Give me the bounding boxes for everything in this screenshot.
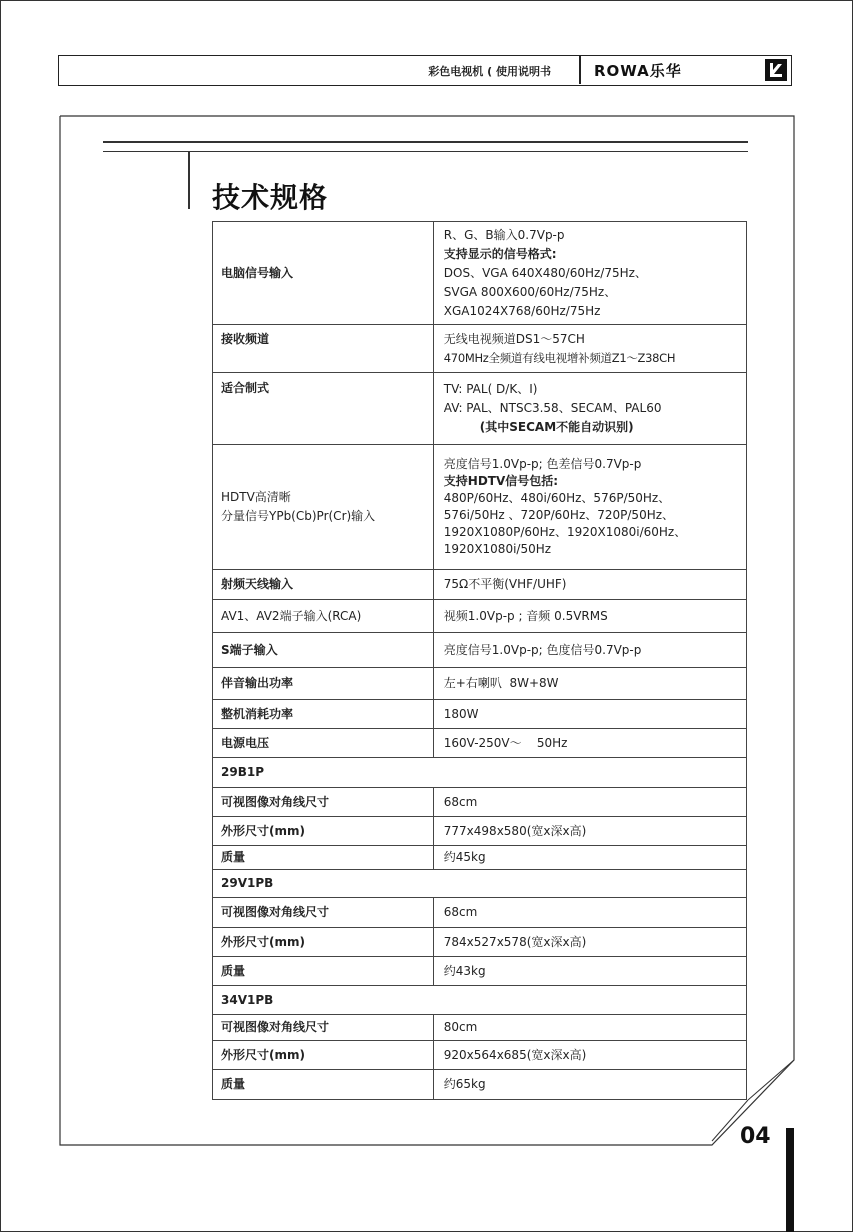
spec-value: 左+右喇叭 8W+8W bbox=[433, 668, 746, 700]
table-row bbox=[213, 700, 747, 729]
table-row bbox=[213, 373, 747, 445]
model-row bbox=[213, 870, 747, 898]
table-row bbox=[213, 957, 747, 986]
table-row bbox=[213, 898, 747, 928]
spec-value: 约65kg bbox=[433, 1070, 746, 1100]
spec-value bbox=[433, 325, 746, 373]
top-rule bbox=[103, 141, 748, 143]
top-rule-thin bbox=[103, 151, 748, 152]
spec-label: 射频天线输入 bbox=[213, 570, 434, 600]
spec-label: 电脑信号输入 bbox=[213, 222, 434, 325]
spec-label: 可视图像对角线尺寸 bbox=[213, 1015, 434, 1041]
spec-value: 视频1.0Vp-p ; 音频 0.5VRMS bbox=[433, 600, 746, 633]
spec-label: S端子输入 bbox=[213, 633, 434, 668]
spec-line: 470MHz全频道有线电视增补频道Z1～Z38CH bbox=[443, 350, 676, 365]
spec-line: 1920X1080P/60Hz、1920X1080i/60Hz、 bbox=[443, 525, 687, 539]
spec-label: 接收频道 bbox=[213, 325, 434, 373]
spec-value: 68cm bbox=[433, 898, 746, 928]
spec-value bbox=[433, 222, 746, 325]
spec-label-line: HDTV高清晰 bbox=[221, 490, 291, 504]
spec-label: 电源电压 bbox=[213, 729, 434, 758]
spec-line: 无线电视频道DS1～57CH bbox=[443, 331, 585, 346]
spec-label: 外形尺寸(mm) bbox=[213, 817, 434, 846]
heading-accent-bar bbox=[188, 151, 190, 209]
spec-line: 480P/60Hz、480i/60Hz、576P/50Hz、 bbox=[443, 491, 671, 505]
header-title: 彩色电视机 ( 使用说明书 bbox=[428, 65, 551, 78]
spec-label: AV1、AV2端子输入(RCA) bbox=[213, 600, 434, 633]
table-row bbox=[213, 570, 747, 600]
spec-value bbox=[433, 445, 746, 570]
spec-line: R、G、B输入0.7Vp-p bbox=[443, 227, 565, 242]
table-row bbox=[213, 1015, 747, 1041]
page-number: 04 bbox=[740, 1124, 771, 1149]
spec-value bbox=[433, 373, 746, 445]
spec-value: 亮度信号1.0Vp-p; 色度信号0.7Vp-p bbox=[433, 633, 746, 668]
model-row bbox=[213, 758, 747, 788]
spec-line: 支持显示的信号格式: bbox=[443, 246, 557, 261]
table-row bbox=[213, 846, 747, 870]
spec-line: XGA1024X768/60Hz/75Hz bbox=[443, 303, 601, 318]
spec-line: SVGA 800X600/60Hz/75Hz、 bbox=[443, 284, 617, 299]
table-row bbox=[213, 325, 747, 373]
table-row bbox=[213, 222, 747, 325]
spec-label: 外形尺寸(mm) bbox=[213, 1041, 434, 1070]
spec-value: 68cm bbox=[433, 788, 746, 817]
spec-label: 可视图像对角线尺寸 bbox=[213, 898, 434, 928]
table-row bbox=[213, 1041, 747, 1070]
spec-value: 160V-250V～ 50Hz bbox=[433, 729, 746, 758]
table-row bbox=[213, 1070, 747, 1100]
spec-value: 75Ω不平衡(VHF/UHF) bbox=[433, 570, 746, 600]
table-row bbox=[213, 729, 747, 758]
table-row bbox=[213, 600, 747, 633]
spec-value: 约45kg bbox=[433, 846, 746, 870]
spec-line: 1920X1080i/50Hz bbox=[443, 542, 552, 556]
table-row bbox=[213, 445, 747, 570]
spec-label: 外形尺寸(mm) bbox=[213, 928, 434, 957]
spec-value: 777x498x580(宽x深x高) bbox=[433, 817, 746, 846]
spec-value: 80cm bbox=[433, 1015, 746, 1041]
spec-label bbox=[213, 445, 434, 570]
spec-value: 920x564x685(宽x深x高) bbox=[433, 1041, 746, 1070]
spec-line: AV: PAL、NTSC3.58、SECAM、PAL60 bbox=[443, 401, 662, 415]
spec-label: 质量 bbox=[213, 1070, 434, 1100]
spec-table bbox=[212, 221, 747, 1100]
model-name: 34V1PB bbox=[213, 986, 747, 1015]
spec-value: 约43kg bbox=[433, 957, 746, 986]
spec-line: 亮度信号1.0Vp-p; 色差信号0.7Vp-p bbox=[443, 457, 642, 471]
spec-label: 适合制式 bbox=[213, 373, 434, 445]
spec-line: 576i/50Hz 、720P/60Hz、720P/50Hz、 bbox=[443, 508, 675, 522]
spec-line: 支持HDTV信号包括: bbox=[443, 474, 559, 488]
spec-label-line: 分量信号YPb(Cb)Pr(Cr)输入 bbox=[221, 509, 376, 523]
model-name: 29V1PB bbox=[213, 870, 747, 898]
table-row bbox=[213, 668, 747, 700]
table-row bbox=[213, 928, 747, 957]
spec-value: 784x527x578(宽x深x高) bbox=[433, 928, 746, 957]
spec-label: 质量 bbox=[213, 846, 434, 870]
table-row bbox=[213, 788, 747, 817]
page-number-bar bbox=[786, 1128, 794, 1232]
spec-line: (其中SECAM不能自动识别) bbox=[479, 420, 634, 434]
spec-label: 整机消耗功率 bbox=[213, 700, 434, 729]
spec-label: 伴音输出功率 bbox=[213, 668, 434, 700]
spec-label: 质量 bbox=[213, 957, 434, 986]
spec-value: 180W bbox=[433, 700, 746, 729]
spec-label: 可视图像对角线尺寸 bbox=[213, 788, 434, 817]
spec-line: TV: PAL( D/K、I) bbox=[443, 382, 538, 396]
brand-logo: ROWA乐华 bbox=[594, 62, 682, 80]
table-row bbox=[213, 817, 747, 846]
page-title: 技术规格 bbox=[212, 181, 329, 214]
model-row bbox=[213, 986, 747, 1015]
model-name: 29B1P bbox=[213, 758, 747, 788]
table-row bbox=[213, 633, 747, 668]
spec-line: DOS、VGA 640X480/60Hz/75Hz、 bbox=[443, 265, 647, 280]
